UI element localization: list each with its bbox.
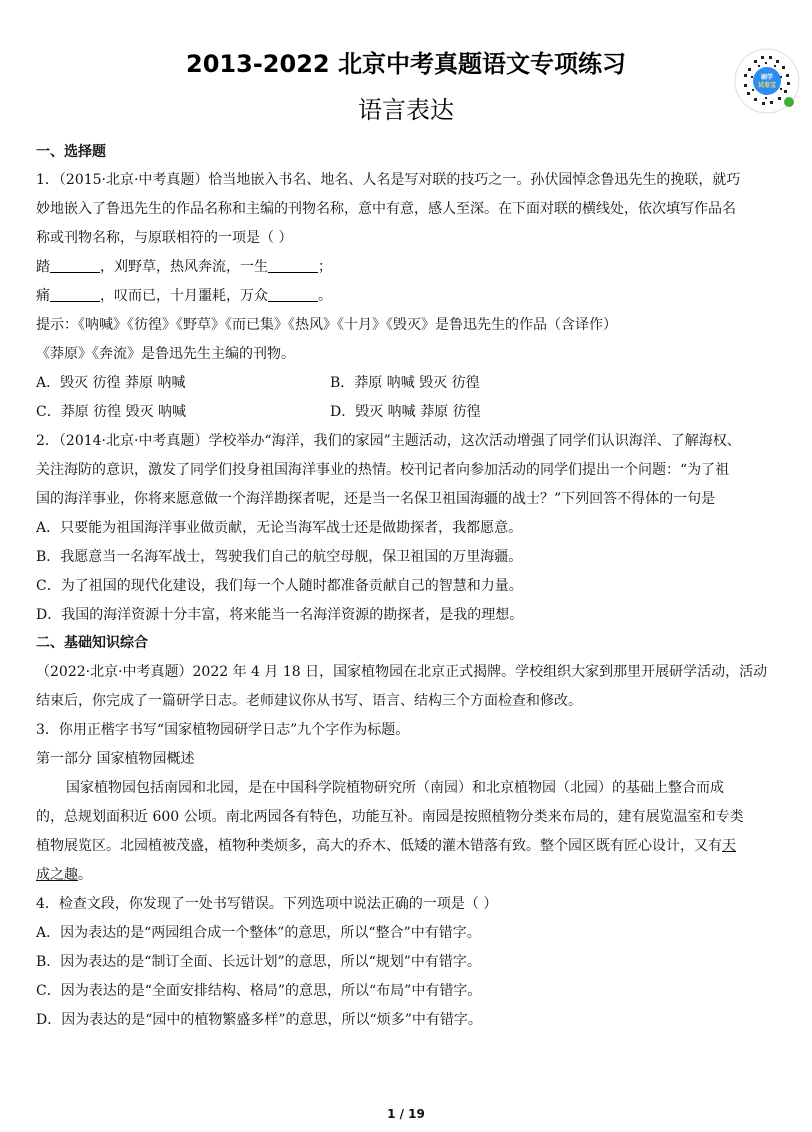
q2-option-b: B．我愿意当一名海军战士，驾驶我们自己的航空母舰，保卫祖国的万里海疆。 bbox=[36, 549, 523, 565]
document-title: 2013-2022 北京中考真题语文专项练习 bbox=[186, 50, 626, 78]
q1-hint-2: 《莽原》《奔流》是鲁迅先生主编的刊物。 bbox=[36, 346, 295, 362]
q1-line-1: 1．（2015·北京·中考真题）恰当地嵌入书名、地名、人名是写对联的技巧之一。孙伏园悼念鲁迅先生的挽联，就巧 bbox=[36, 172, 741, 188]
q1-hint-1: 提示：《呐喊》《彷徨》《野草》《而已集》《热风》《十月》《毁灭》是鲁迅先生的作品（含译作） bbox=[36, 317, 617, 333]
qr-label-2: 试卷宝 bbox=[757, 82, 777, 89]
passage-line-4 bbox=[36, 866, 782, 884]
document-subtitle: 语言表达 bbox=[358, 96, 454, 124]
part1-heading: 第一部分 国家植物园概述 bbox=[36, 751, 195, 767]
q2-line-2: 关注海防的意识，激发了同学们投身祖国海洋事业的热情。校刊记者向参加活动的同学们提出一个问题：“为了祖 bbox=[36, 462, 730, 478]
q1-option-c: C．莽原 彷徨 毁灭 呐喊 bbox=[36, 404, 187, 420]
passage-line-2: 的，总规划面积近 600 公顷。南北两园各有特色，功能互补。南园是按照植物分类来布局的，建有展览温室和专类 bbox=[36, 809, 744, 825]
couplet-2-part-b: ，叹而已，十月噩耗，万众 bbox=[100, 288, 268, 304]
couplet-2-part-c: 。 bbox=[318, 288, 332, 304]
couplet-line-1 bbox=[36, 258, 782, 276]
fill-blank bbox=[50, 287, 100, 302]
fill-blank bbox=[268, 258, 318, 273]
q4-option-b: B．因为表达的是“制订全面、长远计划”的意思，所以“规划”中有错字。 bbox=[36, 954, 481, 970]
q4-text: 4．检查文段，你发现了一处书写错误。下列选项中说法正确的一项是（ ） bbox=[36, 896, 498, 912]
q4-option-d: D．因为表达的是“园中的植物繁盛多样”的意思，所以“烦多”中有错字。 bbox=[36, 1012, 482, 1028]
section-heading-2: 二、基础知识综合 bbox=[36, 635, 148, 651]
q2-option-d: D．我国的海洋资源十分丰富，将来能当一名海洋资源的勘探者，是我的理想。 bbox=[36, 607, 524, 623]
section-heading-1: 一、选择题 bbox=[36, 144, 106, 160]
s2-intro-2: 结束后，你完成了一篇研学日志。老师建议你从书写、语言、结构三个方面检查和修改。 bbox=[36, 693, 582, 709]
qr-code-logo bbox=[734, 48, 800, 114]
passage-line-3 bbox=[36, 837, 782, 855]
qr-label-1: 刷学 bbox=[760, 74, 774, 81]
underlined-phrase-start: 天 bbox=[722, 838, 736, 854]
page-number: 1 / 19 bbox=[387, 1107, 425, 1121]
passage-line-4-text: 。 bbox=[78, 867, 92, 883]
couplet-1-part-c: ； bbox=[318, 259, 332, 275]
passage-line-1: 国家植物园包括南园和北园，是在中国科学院植物研究所（南园）和北京植物园（北园）的基础上整合而成 bbox=[66, 780, 724, 796]
q4-option-c: C．因为表达的是“全面安排结构、格局”的意思，所以“布局”中有错字。 bbox=[36, 983, 482, 999]
passage-line-3-text: 植物展览区。北园植被茂盛，植物种类烦多，高大的乔木、低矮的灌木错落有致。整个园区既有匠心设计，又有 bbox=[36, 838, 722, 854]
q1-line-3: 称或刊物名称，与原联相符的一项是（ ） bbox=[36, 230, 293, 246]
couplet-line-2 bbox=[36, 287, 782, 305]
q2-option-a: A．只要能为祖国海洋事业做贡献，无论当海军战士还是做勘探者，我都愿意。 bbox=[36, 520, 523, 536]
couplet-1-part-a: 踏 bbox=[36, 259, 50, 275]
q1-option-d: D．毁灭 呐喊 莽原 彷徨 bbox=[330, 404, 481, 420]
s2-intro-1: （2022·北京·中考真题）2022 年 4 月 18 日，国家植物园在北京正式揭牌。学校组织大家到那里开展研学活动，活动 bbox=[36, 664, 768, 680]
couplet-1-part-b: ，刈野草，热风奔流，一生 bbox=[100, 259, 268, 275]
fill-blank bbox=[268, 287, 318, 302]
q4-option-a: A．因为表达的是“两园组合成一个整体”的意思，所以“整合”中有错字。 bbox=[36, 925, 481, 941]
underlined-phrase-end: 成之趣 bbox=[36, 867, 78, 883]
q1-option-a: A．毁灭 彷徨 莽原 呐喊 bbox=[36, 375, 186, 391]
fill-blank bbox=[50, 258, 100, 273]
q1-option-b: B．莽原 呐喊 毁灭 彷徨 bbox=[330, 375, 480, 391]
couplet-2-part-a: 痛 bbox=[36, 288, 50, 304]
q2-line-1: 2．（2014·北京·中考真题）学校举办“海洋，我们的家园”主题活动，这次活动增强了同学们认识海洋、了解海权、 bbox=[36, 433, 741, 449]
q2-option-c: C．为了祖国的现代化建设，我们每一个人随时都准备贡献自己的智慧和力量。 bbox=[36, 578, 523, 594]
q3-text: 3．你用正楷字书写“国家植物园研学日志”九个字作为标题。 bbox=[36, 722, 410, 738]
q1-line-2: 妙地嵌入了鲁迅先生的作品名称和主编的刊物名称，意中有意，感人至深。在下面对联的横线处，依次填写作品名 bbox=[36, 201, 736, 217]
q2-line-3: 国的海洋事业，你将来愿意做一个海洋勘探者呢，还是当一名保卫祖国海疆的战士？”下列回答不得体的一句是 bbox=[36, 491, 716, 507]
